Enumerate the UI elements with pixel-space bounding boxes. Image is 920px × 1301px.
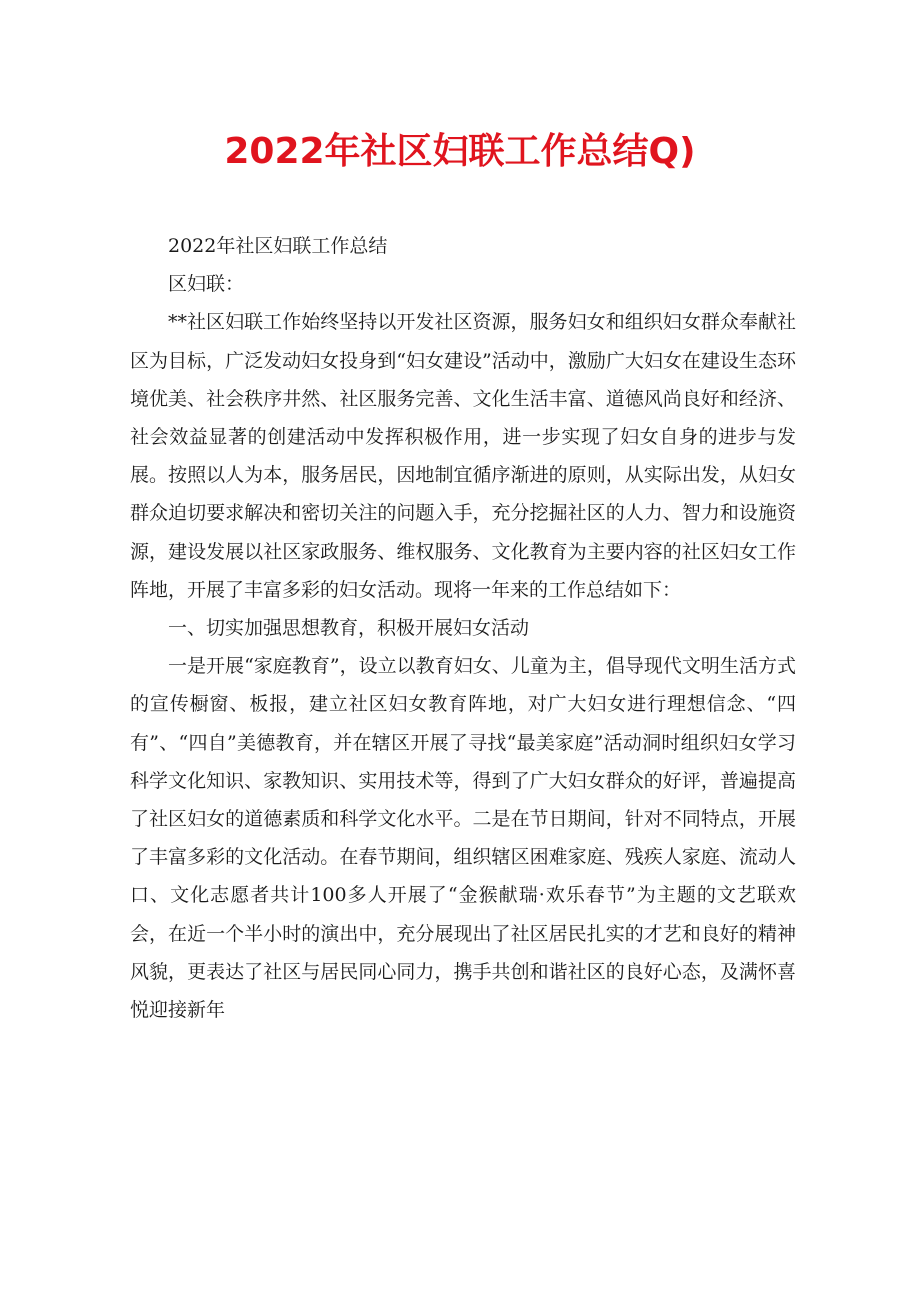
intro-paragraph: **社区妇联工作始终坚持以开发社区资源，服务妇女和组织妇女群众奉献社区为目标，广泛发动妇女投身到“妇女建设”活动中，激励广大妇女在建设生态环境优美、社会秩序井然、社区服务完善、文化生活丰富、道德风尚良好和经济、社会效益显著的创建活动中发挥积极作用，进一步实现了妇女自身的进步与发展。按照以人为本，服务居民，因地制宜循序渐进的原则，从实际出发，从妇女群众迫切要求解决和密切关注的问题入手，充分挖掘社区的人力、智力和设施资源，建设发展以社区家政服务、维权服务、文化教育为主要内容的社区妇女工作阵地，开展了丰富多彩的妇女活动。现将一年来的工作总结如下： bbox=[130, 311, 796, 601]
section-heading: 一、切实加强思想教育，积极开展妇女活动 bbox=[168, 617, 530, 640]
subtitle-paragraph: 2022年社区妇联工作总结 bbox=[168, 235, 388, 257]
document-title: 2022年社区妇联工作总结Q) bbox=[224, 131, 696, 172]
salutation-paragraph: 区妇联： bbox=[168, 273, 245, 296]
section-paragraph: 一是开展“家庭教育”，设立以教育妇女、儿童为主，倡导现代文明生活方式的宣传橱窗、板报，建立社区妇女教育阵地，对广大妇女进行理想信念、“四有”、“四自”美德教育，并在辖区开展了寻找“最美家庭”活动洞时组织妇女学习科学文化知识、家教知识、实用技术等，得到了广大妇女群众的好评，普遍提高了社区妇女的道德素质和科学文化水平。二是在节日期间，针对不同特点，开展了丰富多彩的文化活动。在春节期间，组织辖区困难家庭、残疾人家庭、流动人口、文化志愿者共计100多人开展了“金猴献瑞·欢乐春节”为主题的文艺联欢会，在近一个半小时的演出中，充分展现出了社区居民扎实的才艺和良好的精神风貌，更表达了社区与居民同心同力，携手共创和谐社区的良好心态，及满怀喜悦迎接新年 bbox=[130, 655, 796, 1022]
document-body bbox=[130, 227, 796, 1029]
